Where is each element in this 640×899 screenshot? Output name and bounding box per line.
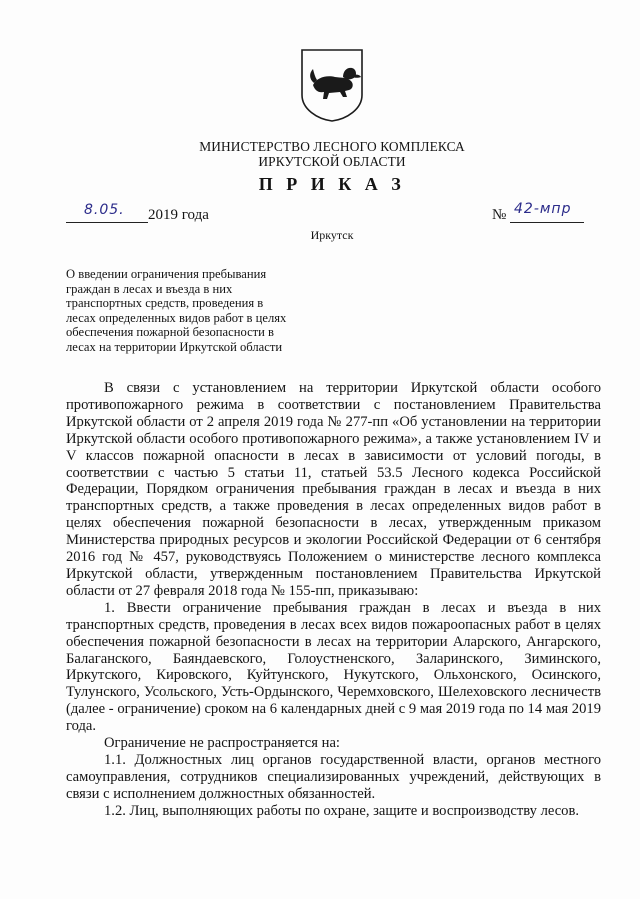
city-name: Иркутск: [310, 228, 354, 242]
order-body: [66, 380, 601, 820]
number-underline: [510, 222, 584, 223]
order-subject: О введении ограничения пребывания граждан в лесах и въезда в них транспортных средств, проведения в лесах определенных видов работ в целях обеспечения пожарной безопасности в лесах на территории Иркутской области: [66, 267, 287, 354]
paragraph-item-1: 1. Ввести ограничение пребывания граждан в лесах и въезда в них транспортных средств, проведения в лесах всех видов пожароопасных работ в целях обеспечения пожарной безопасности в лесах на территории Аларского, Ангарского, Балаганского, Баяндаевского, Голоустненского, Заларинского, Зиминского, Иркутского, Кировского, Куйтунского, Нукутского, Ольхонского, Осинского, Тулунского, Усольского, Усть-Ордынского, Черемховского, Шелеховского лесничеств (далее - ограничение) сроком на 6 календарных дней с 9 мая 2019 года по 14 мая 2019 года.: [66, 599, 601, 735]
date-year: 2019 года: [148, 207, 209, 223]
paragraph-preamble: В связи с установлением на территории Иркутской области особого противопожарного режима в соответствии с постановлением Правительства Иркутской области от 2 апреля 2019 года № 277-пп «Об установлении на территории Иркутской области особого противопожарного режима», а также установлением IV и V классов пожарной опасности в лесах в зависимости от условий погоды, в соответствии с частью 5 статьи 11, статьей 53.5 Лесного кодекса Российской Федерации, Порядком ограничения пребывания граждан в лесах и въезда в них транспортных средств, а также проведения в лесах определенных видов работ в целях обеспечения пожарной безопасности в лесах, утвержденным приказом Министерства природных ресурсов и экологии Российской Федерации от 6 сентября 2016 год № 457, руководствуясь Положением о министерстве лесного комплекса Иркутской области, утвержденным постановлением Правительства Иркутской области от 27 февраля 2018 года № 155-пп, приказываю:: [66, 380, 601, 599]
paragraph-item-1-2: 1.2. Лиц, выполняющих работы по охране, защите и воспроизводству лесов.: [104, 802, 580, 819]
paragraph-item-1-1: 1.1. Должностных лиц органов государственной власти, органов местного самоуправления, сотрудников специализированных учреждений, действующих в связи с исполнением должностных обязанностей.: [66, 751, 601, 802]
handwritten-number: 42-мпр: [514, 201, 572, 217]
paragraph-exceptions-intro: Ограничение не распространяется на:: [104, 735, 340, 752]
ministry-line-2: ИРКУТСКОЙ ОБЛАСТИ: [258, 154, 406, 169]
number-sign: №: [492, 207, 507, 223]
irkutsk-coat-of-arms-icon: [299, 47, 365, 123]
ministry-line-1: МИНИСТЕРСТВО ЛЕСНОГО КОМПЛЕКСА: [199, 139, 465, 154]
document-type-title: П Р И К А З: [258, 174, 406, 194]
order-number: [492, 201, 602, 226]
date-underline: [66, 222, 148, 223]
ministry-name: [150, 139, 514, 169]
order-date: [66, 204, 226, 226]
handwritten-date: 8.05.: [84, 202, 125, 218]
